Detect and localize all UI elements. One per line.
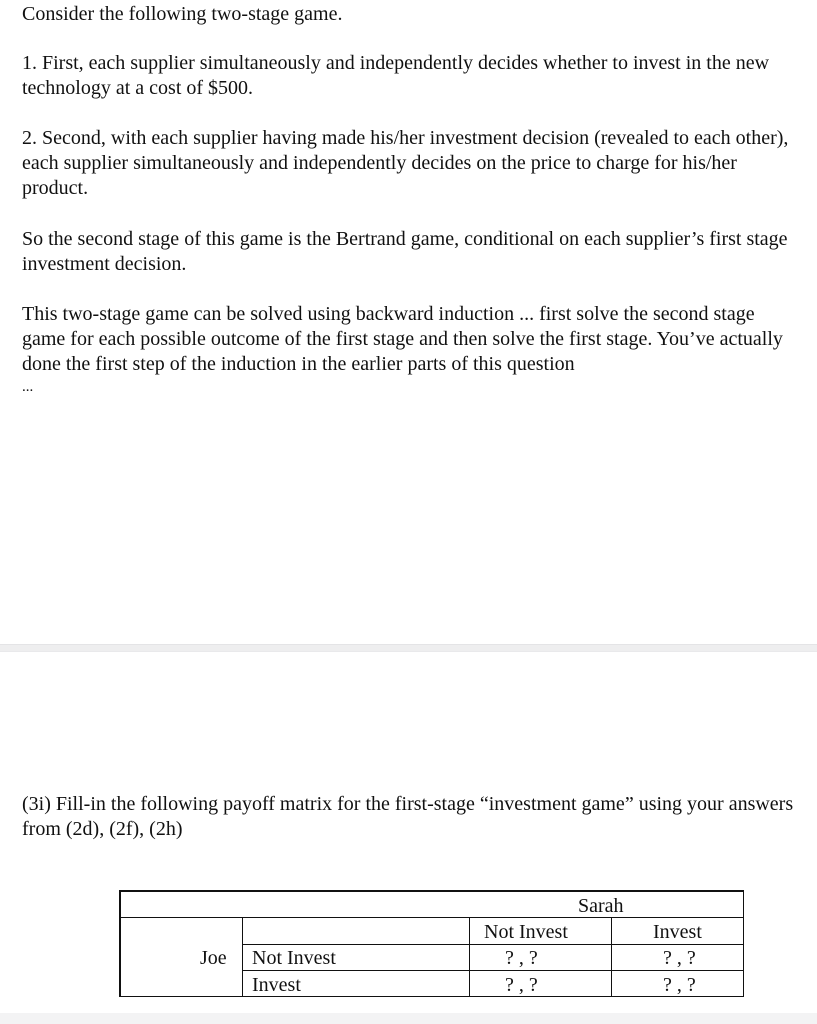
cell-ni-ni[interactable]: ? , ? [505, 947, 538, 969]
bottom-divider [0, 1013, 817, 1024]
table-border-bottom [119, 996, 744, 998]
induction-note: This two-stage game can be solved using backward induction ... first solve the second stage game for each possible outcome of the first stage and then solve the first stage. You’ve actually done the first step of the induction in the earlier parts of this question [22, 303, 783, 375]
table-border-left [119, 890, 121, 997]
ellipsis-text: ... [22, 379, 34, 395]
bertrand-note: So the second stage of this game is the Bertrand game, conditional on each supplier’s first stage investment decision. [22, 228, 788, 275]
payoff-matrix [119, 890, 744, 997]
row-divider [242, 970, 744, 971]
step-1-text: 1. First, each supplier simultaneously and independently decides whether to invest in the new technology at a cost of $500. [22, 52, 770, 99]
section-divider [0, 644, 817, 652]
row-strategy-not-invest: Not Invest [252, 947, 336, 969]
col-divider-2 [611, 917, 612, 997]
intro-text: Consider the following two-stage game. [22, 3, 343, 25]
strategy-header-divider [242, 944, 744, 945]
cell-i-i[interactable]: ? , ? [663, 974, 696, 996]
col-divider-1 [469, 917, 470, 997]
question-text: (3i) Fill-in the following payoff matrix for the first-stage “investment game” using your answers from (2d), (2f), (2h) [22, 793, 794, 840]
step-2-text: 2. Second, with each supplier having made his/her investment decision (revealed to each other), each supplier simultaneously and independently decides on the price to charge for his/her product. [22, 127, 789, 199]
table-border-top [119, 890, 744, 892]
row-player-label: Joe [200, 947, 227, 969]
row-strategy-invest: Invest [252, 974, 301, 996]
col-strategy-not-invest: Not Invest [484, 921, 568, 943]
header-divider [119, 917, 744, 918]
col-strategy-invest: Invest [653, 921, 702, 943]
cell-i-ni[interactable]: ? , ? [505, 974, 538, 996]
cell-ni-i[interactable]: ? , ? [663, 947, 696, 969]
col-player-label: Sarah [578, 895, 624, 917]
row-label-divider [242, 917, 243, 997]
